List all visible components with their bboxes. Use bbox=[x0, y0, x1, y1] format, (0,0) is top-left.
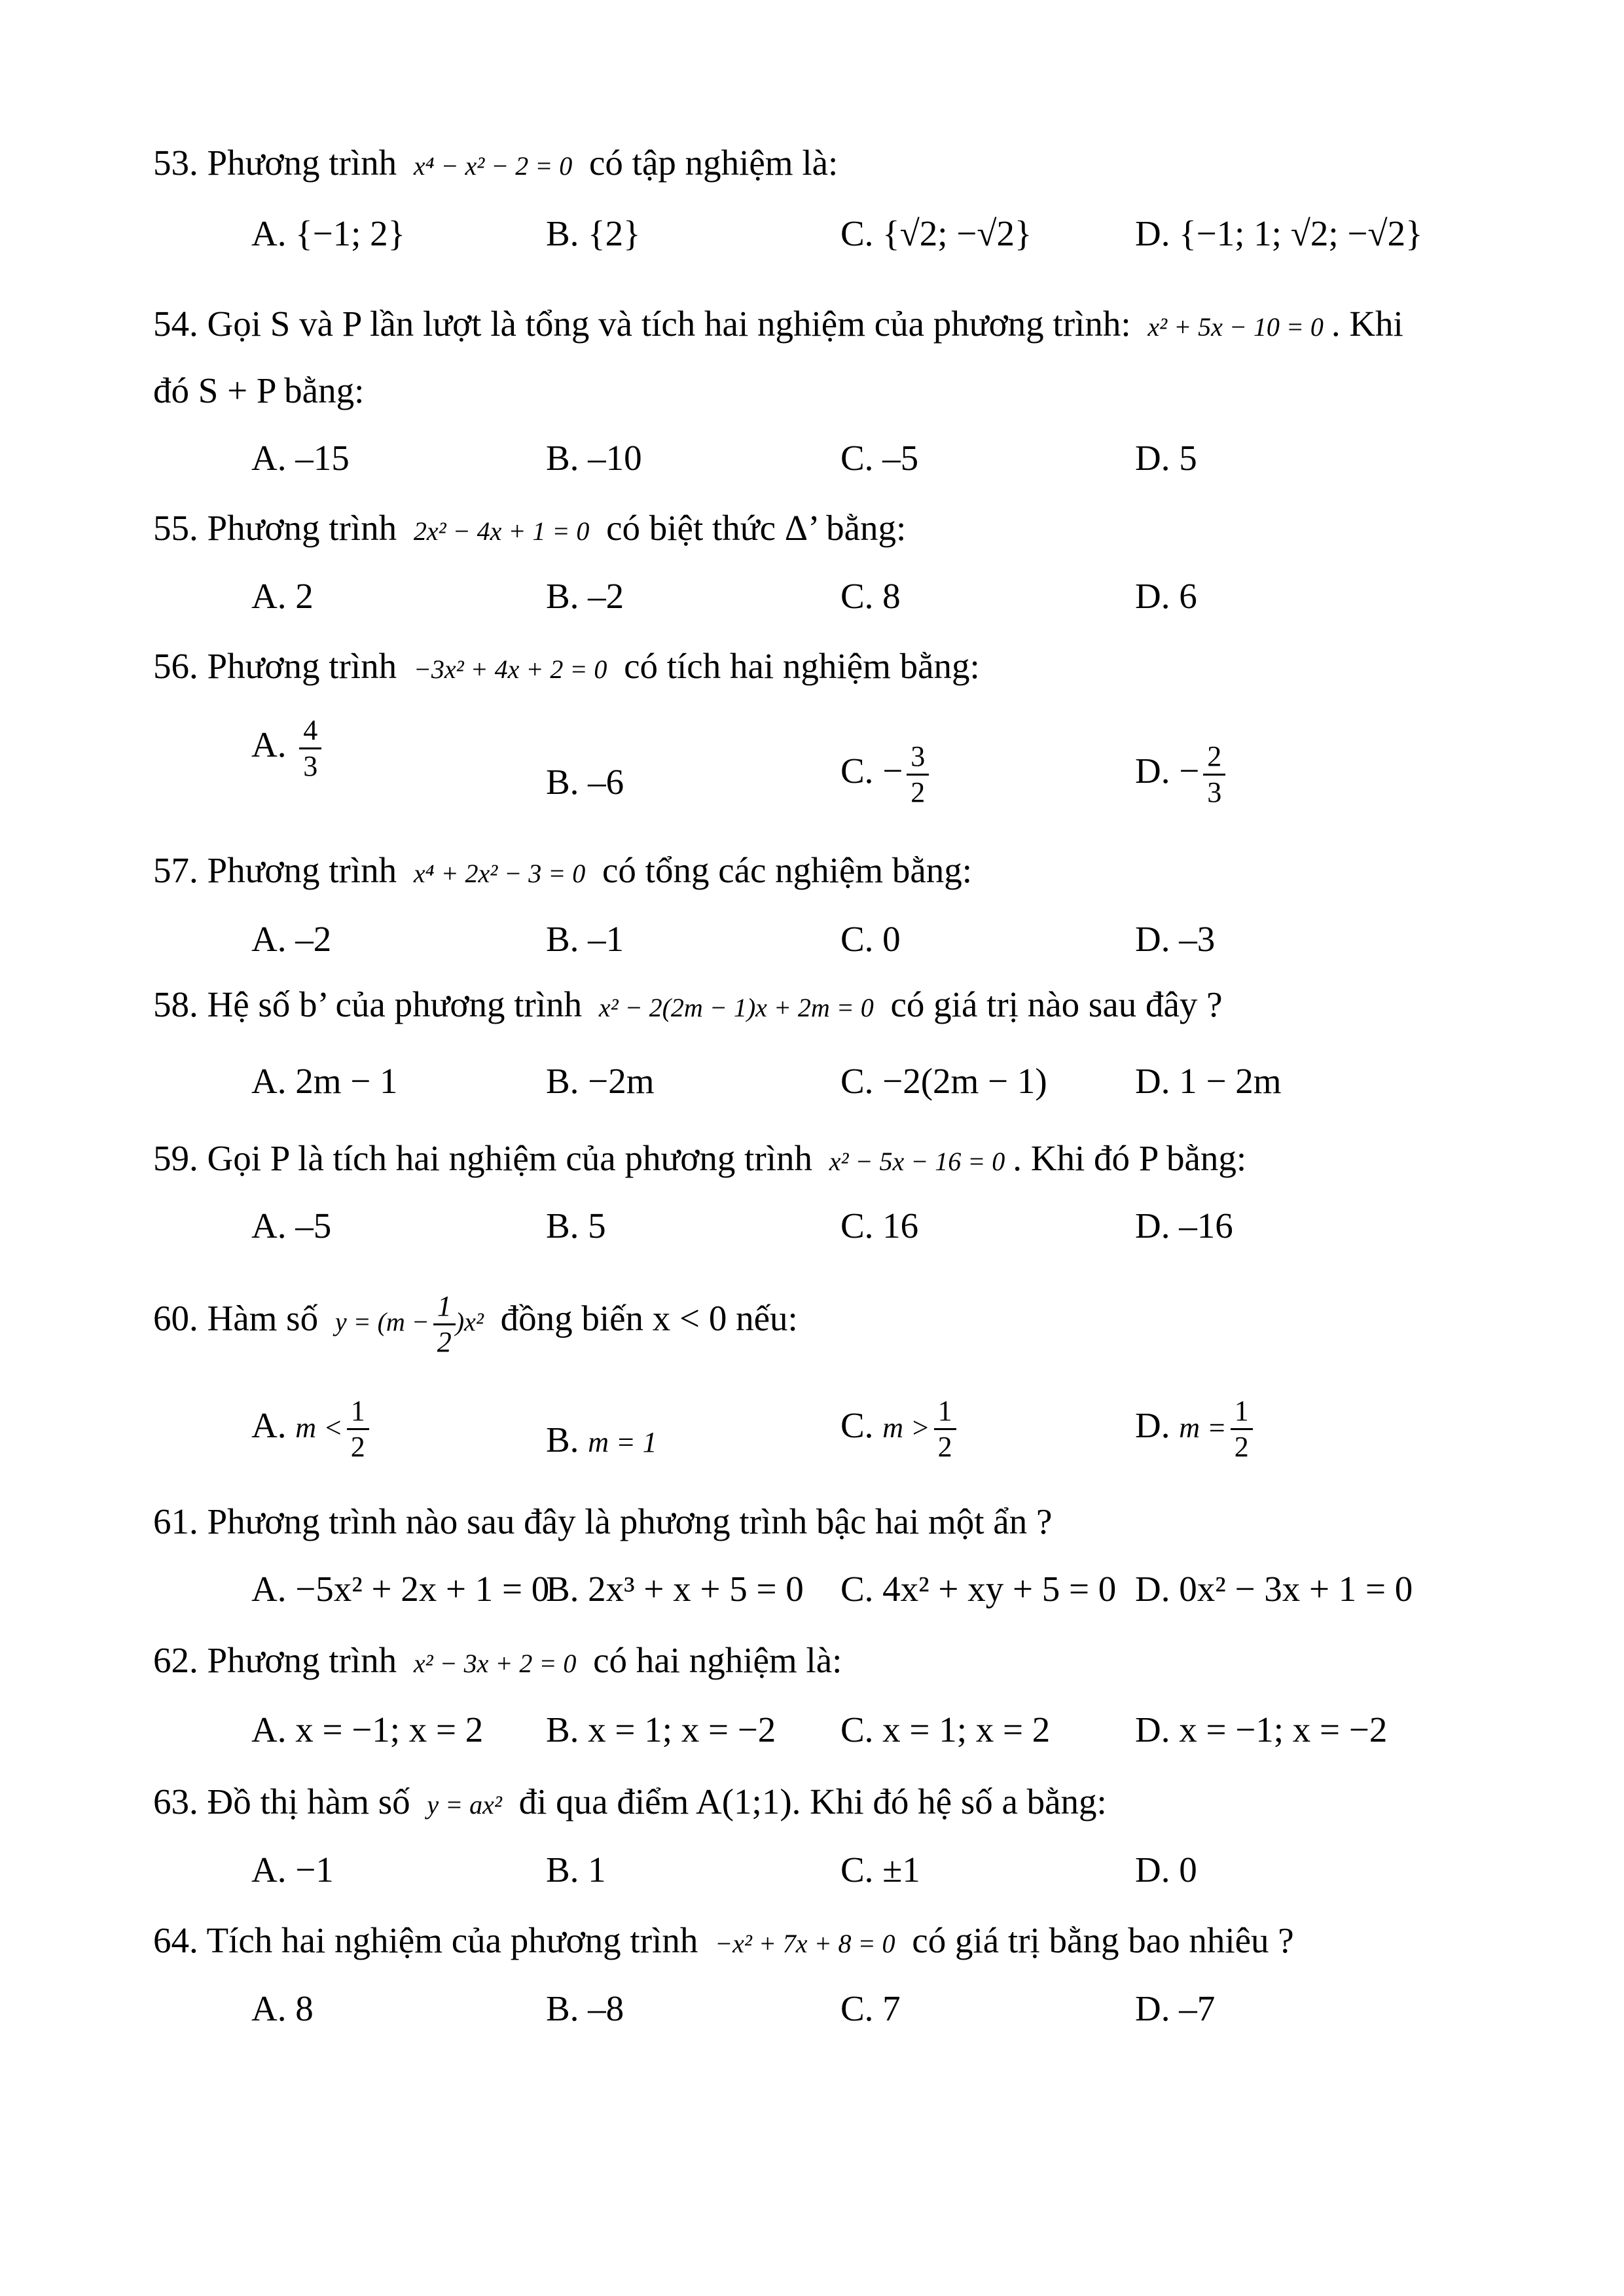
equation: x⁴ + 2x² − 3 = 0 bbox=[413, 859, 586, 888]
option-b: B. 5 bbox=[546, 1206, 606, 1246]
option-d: D. –3 bbox=[1135, 919, 1216, 959]
equation: x² − 2(2m − 1)x + 2m = 0 bbox=[598, 993, 874, 1022]
question-61 bbox=[153, 1499, 1052, 1545]
option-d: D. m = $\frac{1}{2}$ bbox=[1135, 1394, 1253, 1464]
question-54-continuation: đó S + P bằng: bbox=[153, 370, 365, 410]
numerator: 3 bbox=[907, 740, 929, 776]
question-63 bbox=[153, 1779, 1107, 1828]
option-a: A. 8 bbox=[251, 1988, 314, 2028]
option-a: A. x = −1; x = 2 bbox=[251, 1710, 484, 1749]
equation: x⁴ − x² − 2 = 0 bbox=[413, 151, 573, 181]
denominator: 2 bbox=[937, 1431, 952, 1463]
option-d: D. 0 bbox=[1135, 1850, 1197, 1890]
question-57 bbox=[153, 848, 972, 897]
option-c: C. 16 bbox=[840, 1206, 919, 1246]
question-64 bbox=[153, 1918, 1294, 1967]
question-text: Phương trình bbox=[207, 143, 397, 183]
option-b: B. –2 bbox=[546, 576, 624, 616]
question-text: Gọi P là tích hai nghiệm của phương trình bbox=[207, 1138, 812, 1178]
denominator: 3 bbox=[1207, 776, 1222, 808]
question-number: 54. bbox=[153, 304, 198, 344]
option-b: B. 1 bbox=[546, 1850, 606, 1890]
option-b: B. –8 bbox=[546, 1988, 624, 2028]
question-number: 58. bbox=[153, 984, 198, 1024]
question-number: 64. bbox=[153, 1920, 198, 1960]
equation: x² + 5x − 10 = 0 bbox=[1147, 312, 1324, 342]
question-text: Hàm số bbox=[207, 1298, 319, 1338]
option-d: D. 6 bbox=[1135, 576, 1197, 616]
option-c: C. 8 bbox=[840, 576, 901, 616]
question-number: 62. bbox=[153, 1640, 198, 1680]
question-number: 56. bbox=[153, 646, 198, 686]
question-text-end: có tích hai nghiệm bằng: bbox=[624, 646, 980, 686]
equation: x² − 5x − 16 = 0 bbox=[829, 1147, 1005, 1176]
numerator: 1 bbox=[934, 1394, 956, 1430]
option-a: A. –5 bbox=[251, 1206, 332, 1246]
question-text: Đồ thị hàm số bbox=[207, 1782, 410, 1821]
question-62 bbox=[153, 1638, 842, 1687]
equation: y = (m − $\frac{1}{2}$ )x² bbox=[334, 1290, 484, 1358]
option-a: A. –2 bbox=[251, 919, 332, 959]
question-text-end: có tổng các nghiệm bằng: bbox=[602, 850, 973, 890]
question-text-end: có hai nghiệm là: bbox=[593, 1640, 842, 1680]
question-text: Phương trình bbox=[207, 1640, 397, 1680]
denominator: 2 bbox=[437, 1326, 452, 1358]
option-d: D. 0x² − 3x + 1 = 0 bbox=[1135, 1569, 1413, 1609]
option-c: C. {√2; −√2} bbox=[840, 213, 1032, 253]
option-b: B. 2x³ + x + 5 = 0 bbox=[546, 1569, 804, 1609]
numerator: 1 bbox=[433, 1289, 456, 1325]
question-text: Phương trình bbox=[207, 646, 397, 686]
question-55 bbox=[153, 505, 906, 554]
question-text: Hệ số b’ của phương trình bbox=[207, 984, 583, 1024]
equation: 2x² − 4x + 1 = 0 bbox=[413, 516, 590, 546]
option-c: C. ±1 bbox=[840, 1850, 920, 1890]
option-a: A. −1 bbox=[251, 1850, 334, 1890]
question-text-end: đồng biến x < 0 nếu: bbox=[500, 1298, 798, 1338]
fraction bbox=[299, 713, 321, 783]
question-text: Gọi S và P lần lượt là tổng và tích hai nghiệm của phương trình: bbox=[207, 304, 1131, 344]
denominator: 2 bbox=[1234, 1431, 1249, 1463]
option-b: B. {2} bbox=[546, 213, 641, 253]
numerator: 1 bbox=[1231, 1394, 1253, 1430]
numerator: 4 bbox=[299, 713, 321, 749]
equation: x² − 3x + 2 = 0 bbox=[413, 1649, 577, 1678]
option-b: B. −2m bbox=[546, 1061, 655, 1101]
denominator: 2 bbox=[911, 776, 926, 808]
option-c: C. x = 1; x = 2 bbox=[840, 1710, 1051, 1749]
question-number: 60. bbox=[153, 1298, 198, 1338]
option-d: D. 5 bbox=[1135, 438, 1197, 478]
option-d: D. –7 bbox=[1135, 1988, 1216, 2028]
option-b: B. x = 1; x = −2 bbox=[546, 1710, 776, 1749]
option-d: D. − $\frac{2}{3}$ bbox=[1135, 740, 1225, 810]
option-c: C. 4x² + xy + 5 = 0 bbox=[840, 1569, 1117, 1609]
question-text: Phương trình nào sau đây là phương trình bậc hai một ẩn ? bbox=[207, 1501, 1053, 1541]
question-60 bbox=[153, 1289, 798, 1359]
question-number: 57. bbox=[153, 850, 198, 890]
equation: −3x² + 4x + 2 = 0 bbox=[413, 655, 607, 684]
question-number: 55. bbox=[153, 508, 198, 548]
question-number: 63. bbox=[153, 1782, 198, 1821]
numerator: 2 bbox=[1203, 740, 1225, 776]
option-c: C. − $\frac{3}{2}$ bbox=[840, 740, 929, 810]
option-a: A. –15 bbox=[251, 438, 350, 478]
option-c: C. 7 bbox=[840, 1988, 901, 2028]
question-59 bbox=[153, 1136, 1246, 1185]
question-text-end: có biệt thức Δ’ bằng: bbox=[606, 508, 907, 548]
question-58 bbox=[153, 982, 1223, 1031]
question-text-end: có giá trị nào sau đây ? bbox=[890, 984, 1223, 1024]
option-a: A. 2 bbox=[251, 576, 314, 616]
equation: y = ax² bbox=[427, 1790, 502, 1820]
option-d: D. x = −1; x = −2 bbox=[1135, 1710, 1388, 1749]
option-b: B. –6 bbox=[546, 762, 624, 802]
question-text-end: có giá trị bằng bao nhiêu ? bbox=[912, 1920, 1294, 1960]
fraction bbox=[1203, 740, 1225, 810]
question-text-end: có tập nghiệm là: bbox=[589, 143, 839, 183]
option-a: A. −5x² + 2x + 1 = 0 bbox=[251, 1569, 550, 1609]
option-c: C. −2(2m − 1) bbox=[840, 1061, 1047, 1101]
option-b: B. –10 bbox=[546, 438, 642, 478]
option-b: B. m = 1 bbox=[546, 1420, 657, 1460]
question-text: Tích hai nghiệm của phương trình bbox=[206, 1920, 698, 1960]
question-54 bbox=[153, 301, 1403, 350]
fraction bbox=[907, 740, 929, 810]
option-c: C. –5 bbox=[840, 438, 919, 478]
question-text: Phương trình bbox=[207, 850, 397, 890]
denominator: 2 bbox=[350, 1431, 365, 1463]
option-d: D. {−1; 1; √2; −√2} bbox=[1135, 213, 1423, 253]
equation: −x² + 7x + 8 = 0 bbox=[715, 1929, 895, 1958]
option-a: A. m < $\frac{1}{2}$ bbox=[251, 1394, 369, 1464]
question-56 bbox=[153, 643, 980, 692]
question-number: 53. bbox=[153, 143, 198, 183]
option-a: A. $\frac{4}{3}$ bbox=[251, 713, 321, 783]
option-d: D. –16 bbox=[1135, 1206, 1233, 1246]
question-53 bbox=[153, 140, 838, 189]
fraction bbox=[347, 1394, 369, 1464]
fraction bbox=[1231, 1394, 1253, 1464]
question-text-end: . Khi đó P bằng: bbox=[1013, 1138, 1247, 1178]
question-text: Phương trình bbox=[207, 508, 397, 548]
question-number: 61. bbox=[153, 1501, 198, 1541]
numerator: 1 bbox=[347, 1394, 369, 1430]
fraction bbox=[934, 1394, 956, 1464]
denominator: 3 bbox=[303, 750, 318, 782]
option-a: A. {−1; 2} bbox=[251, 213, 406, 253]
question-text-end: đi qua điểm A(1;1). Khi đó hệ số a bằng: bbox=[518, 1782, 1107, 1821]
option-c: C. 0 bbox=[840, 919, 901, 959]
option-a: A. 2m − 1 bbox=[251, 1061, 398, 1101]
fraction bbox=[433, 1289, 456, 1359]
option-b: B. –1 bbox=[546, 919, 624, 959]
question-number: 59. bbox=[153, 1138, 198, 1178]
option-c: C. m > $\frac{1}{2}$ bbox=[840, 1394, 956, 1464]
question-text-end: . Khi bbox=[1331, 304, 1403, 344]
option-d: D. 1 − 2m bbox=[1135, 1061, 1282, 1101]
